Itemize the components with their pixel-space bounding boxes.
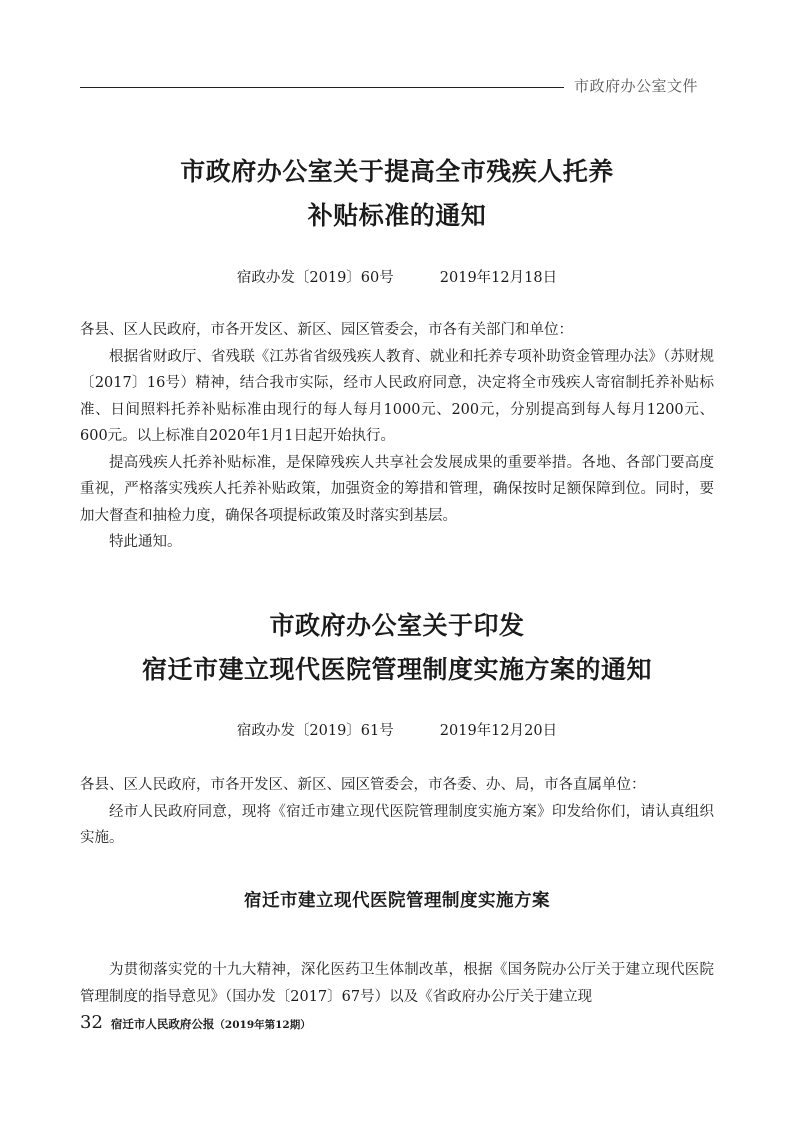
notice1-paragraph: 提高残疾人托养补贴标准，是保障残疾人共享社会发展成果的重要举措。各地、各部门要高度重视，严格落实残疾人托养补贴政策，加强资金的筹措和管理，确保按时足额保障到位。同时，要加大督查和抽检力度，确保各项提标政策及时落实到基层。 [80, 454, 714, 524]
notice2-meta [80, 719, 714, 740]
notice2-doc-number: 宿政办发〔2019〕61号 [236, 723, 394, 739]
notice2-title-line2: 宿迁市建立现代医院管理制度实施方案的通知 [141, 655, 652, 684]
notice1-meta [80, 266, 714, 287]
notice1-date: 2019年12月18日 [439, 270, 558, 286]
publication-name: 宿迁市人民政府公报 [110, 1017, 215, 1031]
notice1-recipients: 各县、区人民政府，市各开发区、新区、园区管委会，市各有关部门和单位： [80, 322, 573, 338]
notice1-title-line1: 市政府办公室关于提高全市残疾人托养 [180, 157, 614, 186]
notice2-title-line1: 市政府办公室关于印发 [269, 611, 525, 640]
notice1-closing: 特此通知。 [109, 534, 182, 550]
notice2-body [80, 772, 714, 852]
page-footer [80, 1012, 311, 1033]
notice2-recipients: 各县、区人民政府，市各开发区、新区、园区管委会，市各委、办、局，市各直属单位： [80, 777, 646, 793]
notice2-paragraph: 经市人民政府同意，现将《宿迁市建立现代医院管理制度实施方案》印发给你们，请认真组织实施。 [80, 803, 714, 846]
header-rule [80, 87, 564, 88]
plan-title: 宿迁市建立现代医院管理制度实施方案 [244, 891, 550, 911]
notice2-title [80, 604, 714, 692]
plan-body [80, 957, 714, 1010]
notice1-body [80, 317, 714, 556]
plan-paragraph: 为贯彻落实党的十九大精神，深化医药卫生体制改革，根据《国务院办公厅关于建立现代医院管理制度的指导意见》（国办发〔2017〕67号）以及《省政府办公厅关于建立现 [80, 962, 714, 1005]
running-header-label: 市政府办公室文件 [574, 77, 699, 95]
notice2-date: 2019年12月20日 [439, 723, 558, 739]
page-number: 32 [80, 1012, 103, 1033]
notice1-title [80, 150, 714, 238]
notice1-paragraph: 根据省财政厅、省残联《江苏省省级残疾人教育、就业和托养专项补助资金管理办法》（苏财规〔2017〕16号）精神，结合我市实际，经市人民政府同意，决定将全市残疾人寄宿制托养补贴标准、日间照料托养补贴标准由现行的每人每月1000元、200元，分别提高到每人每月1200元、600元。以上标准自2020年1月1日起开始执行。 [80, 348, 714, 444]
issue-label: （2019年第12期） [214, 1019, 311, 1031]
notice1-title-line2: 补贴标准的通知 [307, 201, 487, 230]
notice1-doc-number: 宿政办发〔2019〕60号 [236, 270, 394, 286]
